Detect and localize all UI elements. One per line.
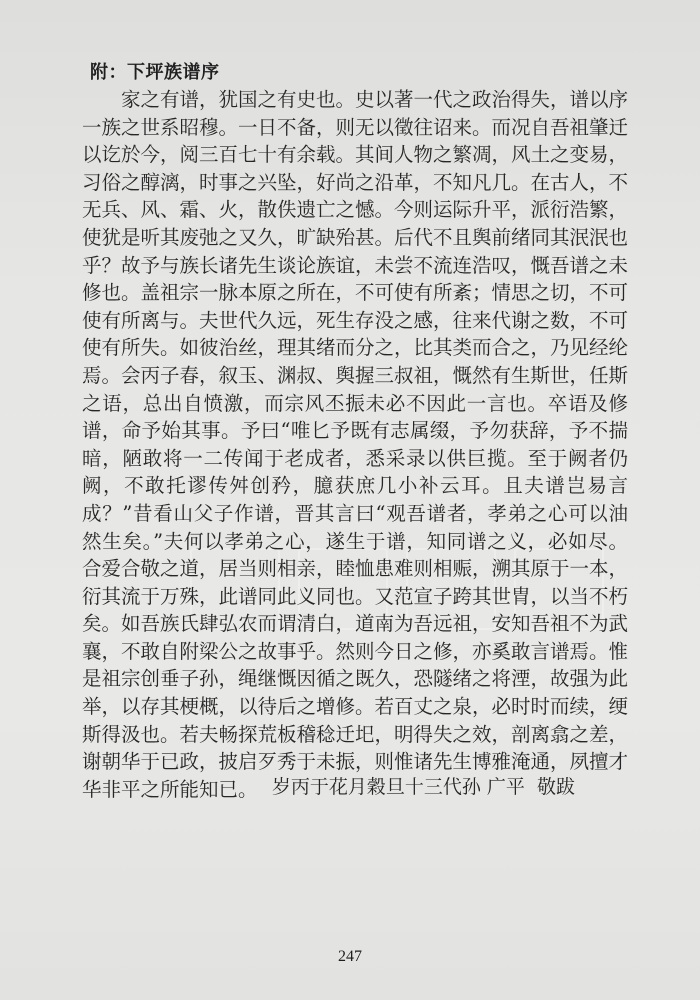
page-number: 247 <box>338 948 362 965</box>
body-text <box>82 86 628 803</box>
body-paragraph: 家之有谱，犹国之有史也。史以著一代之政治得失，谱以序一族之世系昭穆。一日不备，则无以徵往诏来。而况自吾祖肇迁以讫於今，阅三百七十有余载。其间人物之繁凋，风土之变易，习俗之醇漓，时事之兴坠，好尚之沿革，不知凡几。在古人，不无兵、风、霜、火，散佚遗亡之憾。今则运际升平，派衍浩繁，使犹是听其废弛之又久，旷缺殆甚。后代不且舆前绪同其泯泯也乎？故予与族长诸先生谈论族谊，未尝不流连浩叹，慨吾谱之未修也。盖祖宗一脉本原之所在，不可使有所紊；情思之切，不可使有所离与。夫世代久远，死生存没之感，往来代谢之数，不可使有所失。如彼治丝，理其绪而分之，比其类而合之，乃见经纶焉。会丙子春，叙玉、渊叔、舆握三叔祖，慨然有生斯世，任斯之语，总出自愤激，而宗风丕振未必不因此一言也。卒语及修谱，命予始其事。予曰“唯匕予既有志属缀，予勿获辞，予不揣暗，陋敢将一二传闻于老成者，悉采录以供巨揽。至于阙者仍阙，不敢托谬传舛创矜，臆获庶几小补云耳。且夫谱岂易言成？”昔看山父子作谱，晋其言曰“观吾谱者，孝弟之心可以油然生矣。”夫何以孝弟之心，遂生于谱，知同谱之义，必如尽。合爱合敬之道，居当则相亲，睦恤患难则相赈，溯其原于一本，衍其流于万殊，此谱同此义同也。又范宣子跨其世胄，以当不朽矣。如吾族氏肆弘农而谓清白，道南为吾远祖，安知吾祖不为武襄，不敢自附梁公之故事乎。然则今日之修，亦奚敢言谱焉。惟是祖宗创垂子孙，绳继慨因循之既久，恐隧绪之将湮，故强为此举，以存其梗概，以待后之增修。若百丈之泉，必时时而续，绠斯得汲也。若夫畅探荒板稽稔迁圯，明得失之效，剖离翕之差，谢朝华于已政，披启歹秀于未振，则惟诸先生博雅淹通，夙擅才华非平之所能知已。 <box>82 88 629 801</box>
page-title: 附：下坪族谱序 <box>90 62 220 83</box>
signature: 岁丙于花月穀旦十三代孙 广平 敬跋 <box>271 776 575 798</box>
